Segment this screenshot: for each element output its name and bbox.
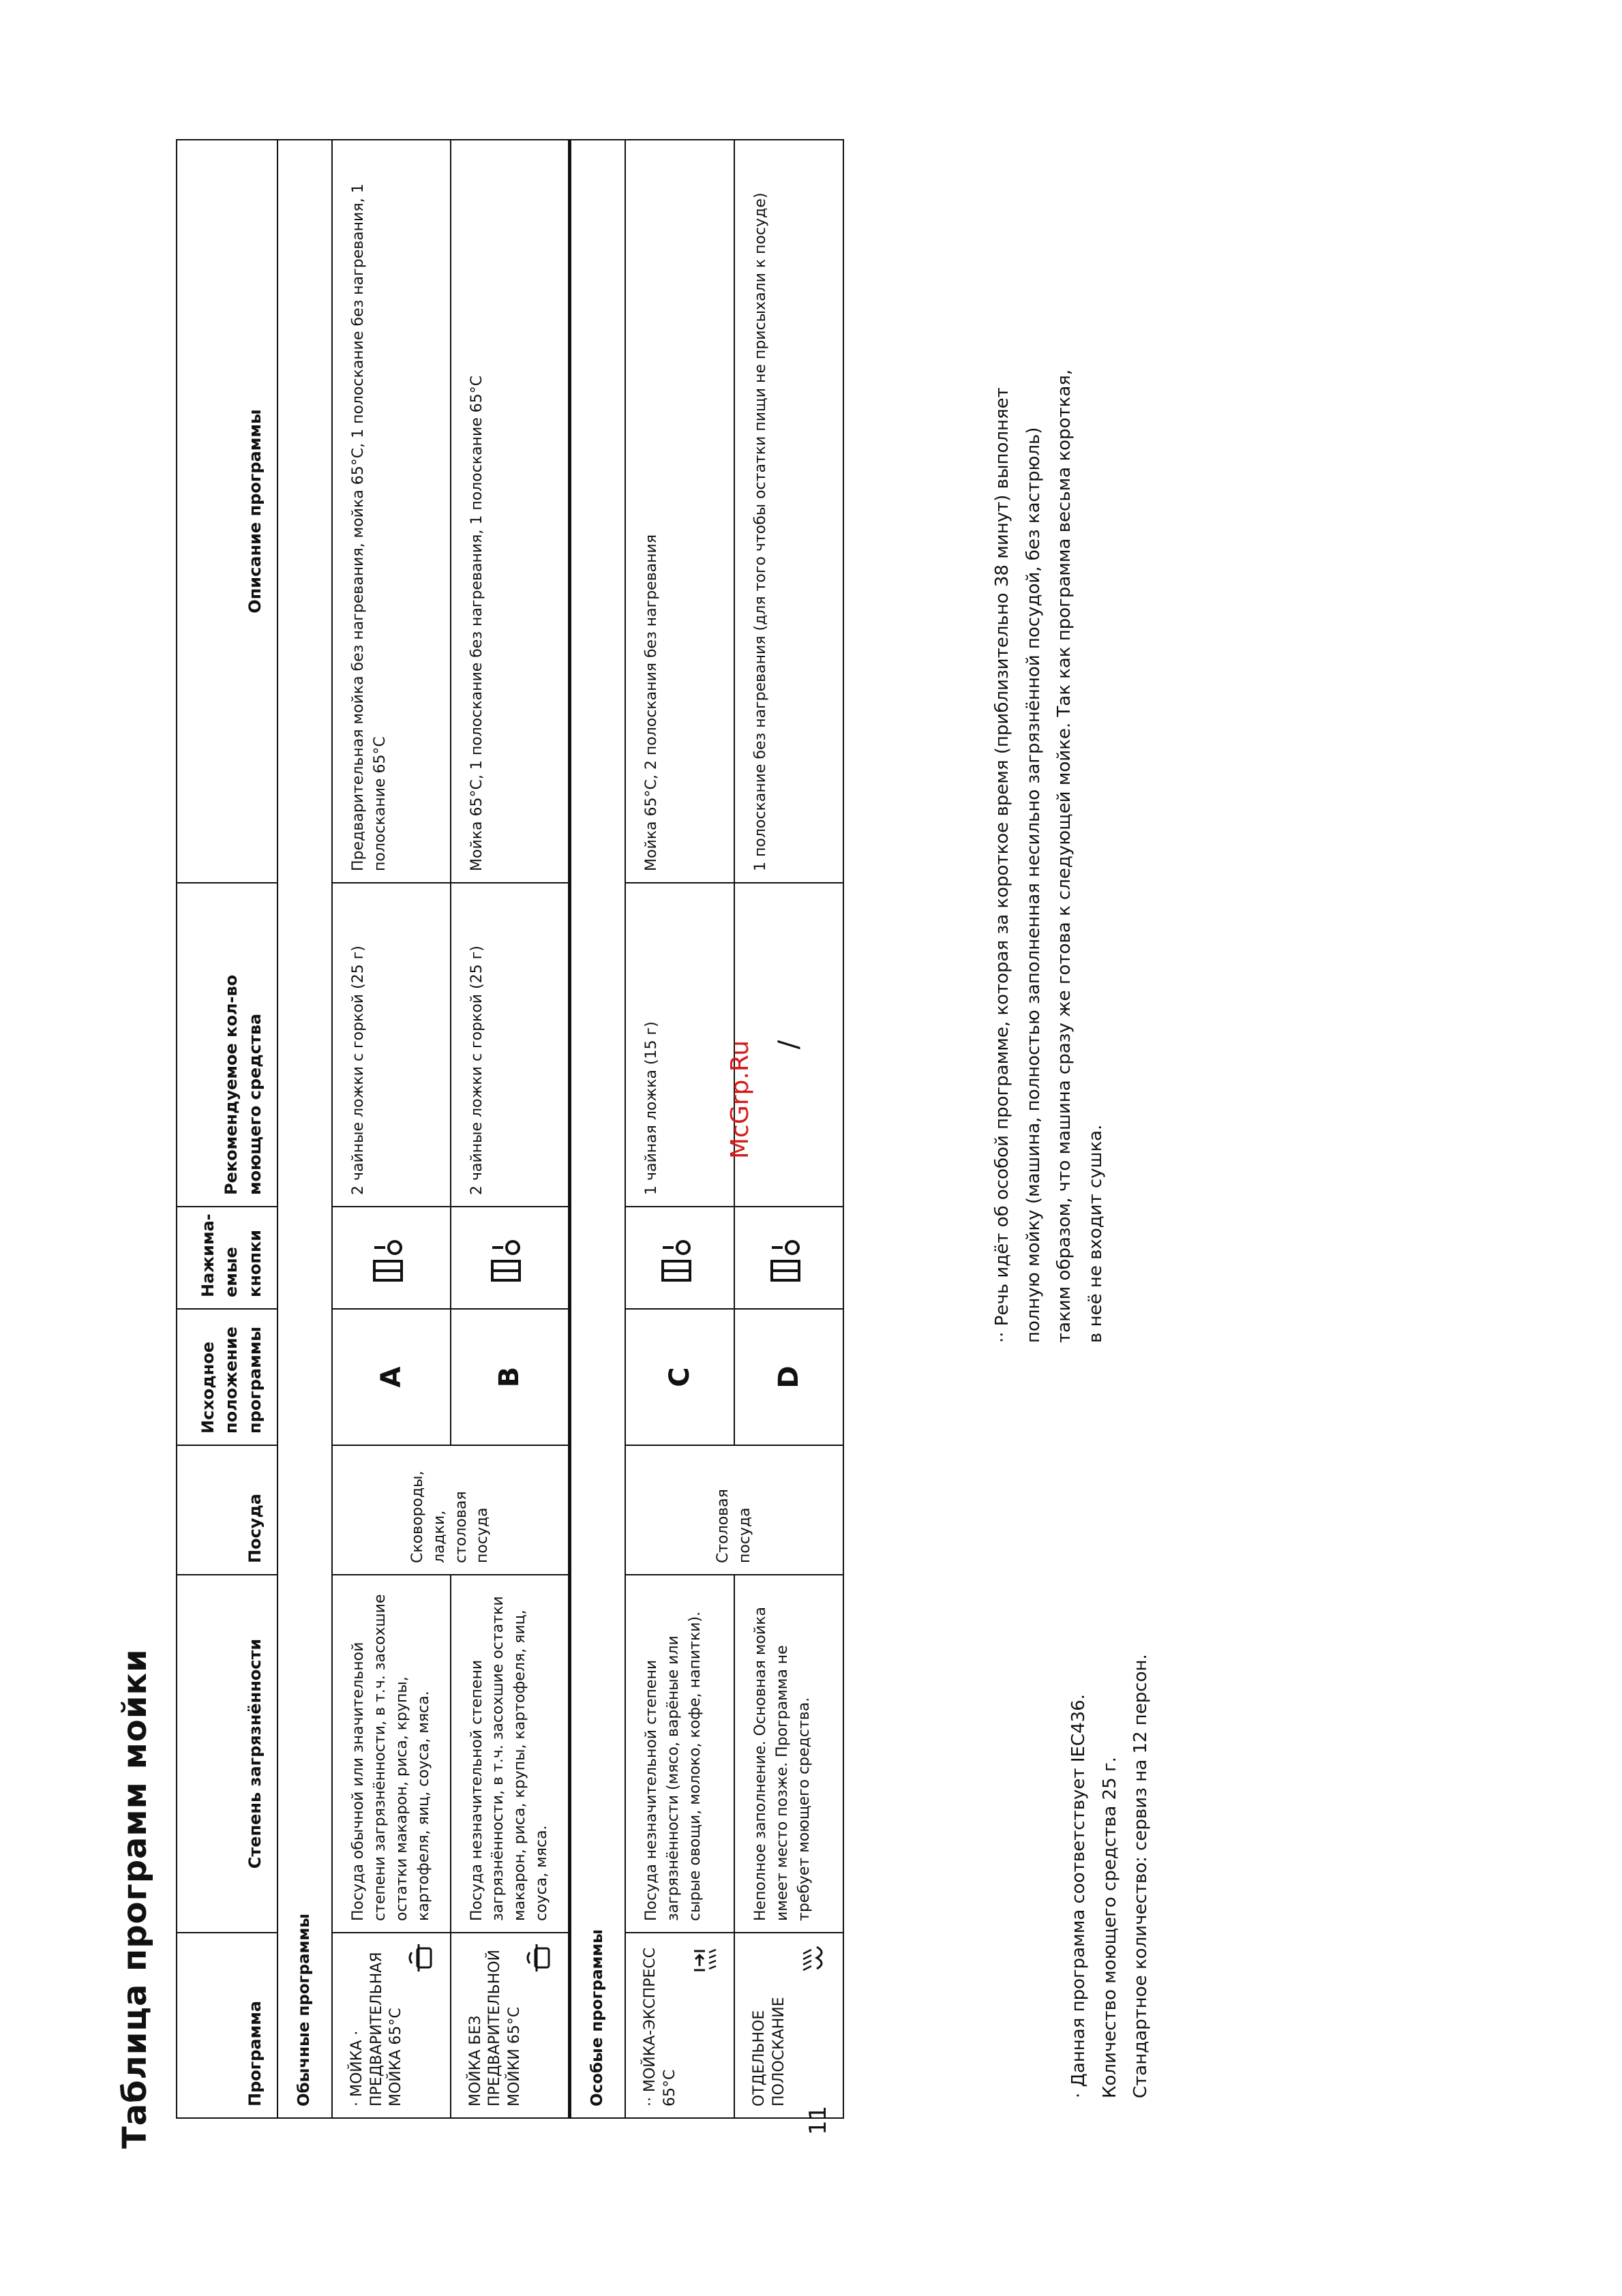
description-cell: Мойка 65°С, 2 полоскания без нагревания [625, 140, 734, 883]
footnote-line: полную мойку (машина, полностью заполненная несильно загрязнённой посудой, без кастрюль) [1023, 427, 1044, 1343]
table-row [625, 140, 734, 2118]
buttons-cell [332, 1207, 451, 1309]
position-letter: B [451, 1309, 570, 1445]
detergent-cell: 1 чайная ложка (15 г) [625, 883, 734, 1207]
description-cell: Мойка 65°С, 1 полоскание без нагревания, 1 полоскание 65°С [451, 140, 570, 883]
header-program: Программа [177, 1933, 277, 2118]
footnote-line: · Данная программа соответствует IEC436. [1068, 1694, 1089, 2098]
program-name: МОЙКА БЕЗ ПРЕДВАРИТЕЛЬНОЙ МОЙКИ 65°С [466, 1949, 523, 2106]
program-cell [734, 1933, 843, 2118]
soil-cell: Посуда обычной или значительной степени загрязнённости, в т.ч. засохшие остатки макарон, риса, крупы, картофеля, яиц, соуса, мяса. [332, 1575, 451, 1933]
header-soil: Степень загрязнённости [177, 1575, 277, 1933]
dishes-cell [332, 1445, 570, 1575]
footnote-line: в неё не входит сушка. [1085, 1124, 1106, 1343]
header-position: Исходное положение программы [177, 1309, 277, 1445]
program-cell [625, 1933, 734, 2118]
footnote-line: таким образом, что машина сразу же готова к следующей мойке. Так как программа весьма короткая, [1054, 369, 1075, 1343]
detergent-cell: 2 чайные ложки с горкой (25 г) [451, 883, 570, 1207]
header-buttons: Нажима-емые кнопки [177, 1207, 277, 1309]
detergent-cell: 2 чайные ложки с горкой (25 г) [332, 883, 451, 1207]
footnote-double [987, 369, 1111, 1343]
header-detergent: Рекомендуемое кол-во моющего средства [177, 883, 277, 1207]
button-pair-icon [391, 1233, 408, 1283]
pot-icon [526, 1943, 560, 1973]
footnote-single [1064, 1654, 1157, 2098]
rinse-icon [800, 1943, 835, 1973]
description-cell: Предварительная мойка без нагревания, мойка 65°С, 1 полоскание без нагревания, 1 полоскание 65°С [332, 140, 451, 883]
page-number: 11 [805, 2105, 832, 2135]
button-pair-icon [680, 1233, 697, 1283]
soil-cell: Посуда незначительной степени загрязнённости, в т.ч. засохшие остатки макарон, риса, крупы, картофеля, яиц, соуса, мяса. [451, 1575, 570, 1933]
table-row [451, 140, 570, 2118]
footnote-line: ·· Речь идёт об особой программе, которая за короткое время (приблизительно 38 минут) выполняет [992, 387, 1012, 1343]
detergent-cell: / [734, 883, 843, 1207]
section-special-label: Особые программы [570, 140, 626, 2118]
button-pair-icon [509, 1233, 526, 1283]
program-cell [451, 1933, 570, 2118]
express-wash-icon [691, 1943, 725, 1973]
header-dishes: Посуда [177, 1445, 277, 1575]
position-letter: D [734, 1309, 843, 1445]
buttons-cell [734, 1207, 843, 1309]
dishes-group-2: Столовая посуда [715, 1489, 754, 1563]
position-letter: C [625, 1309, 734, 1445]
footnote-line: Стандартное количество: сервиз на 12 персон. [1130, 1654, 1151, 2098]
soil-cell: Посуда незначительной степени загрязнённости (мясо, варёные или сырые овощи, молоко, кофе, напитки). [625, 1575, 734, 1933]
program-name: ·· МОЙКА-ЭКСПРЕСС 65°С [642, 1947, 678, 2106]
program-cell [332, 1933, 451, 2118]
button-pair-icon [789, 1233, 806, 1283]
watermark: McGrp.Ru [726, 1040, 754, 1159]
table-row [332, 140, 451, 2118]
section-row-normal [277, 140, 332, 2118]
program-name: ОТДЕЛЬНОЕ ПОЛОСКАНИЕ [751, 1997, 787, 2106]
position-letter: A [332, 1309, 451, 1445]
description-cell: 1 полоскание без нагревания (для того чтобы остатки пищи не присыхали к посуде) [734, 140, 843, 883]
program-name: · МОЙКА · ПРЕДВАРИТЕЛЬНАЯ МОЙКА 65°С [348, 1952, 405, 2106]
soil-cell: Неполное заполнение. Основная мойка имеет место позже. Программа не требует моющего средства. [734, 1575, 843, 1933]
dishes-cell [625, 1445, 843, 1575]
buttons-cell [625, 1207, 734, 1309]
header-description: Описание программы [177, 140, 277, 883]
footnote-line: Количество моющего средства 25 г. [1099, 1757, 1120, 2098]
section-row-special [570, 140, 626, 2118]
buttons-cell [451, 1207, 570, 1309]
section-normal-label: Обычные программы [277, 140, 332, 2118]
pot-icon [408, 1943, 442, 1973]
dishes-group-1: Сковороды, ладки, столовая посуда [408, 1470, 492, 1563]
table-header-row [177, 140, 277, 2118]
page-title: Таблица программ мойки [116, 1648, 154, 2149]
